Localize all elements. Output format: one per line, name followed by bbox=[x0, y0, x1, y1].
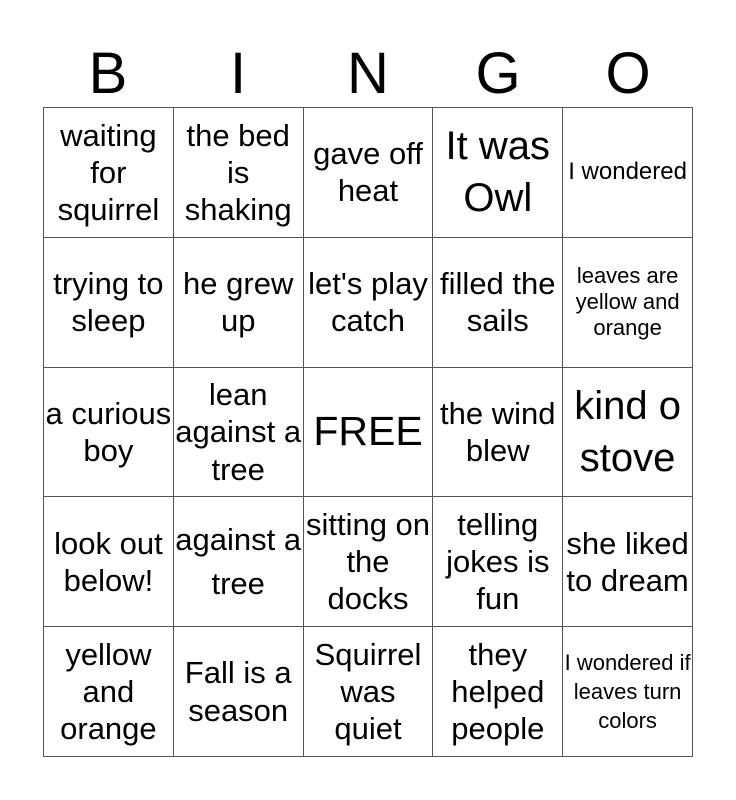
header-letter-o: O bbox=[605, 41, 651, 106]
header-letter-b: B bbox=[88, 41, 128, 106]
bingo-cell: they helped people bbox=[433, 627, 563, 757]
bingo-cell: the bed is shaking bbox=[174, 108, 304, 238]
bingo-header bbox=[43, 40, 693, 108]
bingo-cell: she liked to dream bbox=[563, 497, 693, 627]
free-space: FREE bbox=[304, 368, 434, 498]
bingo-cell: waiting for squirrel bbox=[44, 108, 174, 238]
bingo-cell: leaves are yellow and orange bbox=[563, 238, 693, 368]
bingo-cell: gave off heat bbox=[304, 108, 434, 238]
bingo-cell: telling jokes is fun bbox=[433, 497, 563, 627]
bingo-cell: a curious boy bbox=[44, 368, 174, 498]
bingo-cell: lean against a tree bbox=[174, 368, 304, 498]
bingo-card bbox=[43, 107, 693, 757]
bingo-cell: the wind blew bbox=[433, 368, 563, 498]
bingo-cell: kind o stove bbox=[563, 368, 693, 498]
bingo-cell: It was Owl bbox=[433, 108, 563, 238]
bingo-cell: he grew up bbox=[174, 238, 304, 368]
bingo-cell: let's play catch bbox=[304, 238, 434, 368]
bingo-cell: I wondered bbox=[563, 108, 693, 238]
header-letter-i: I bbox=[229, 41, 247, 106]
bingo-cell: yellow and orange bbox=[44, 627, 174, 757]
header-letter-g: G bbox=[475, 41, 521, 106]
bingo-cell: look out below! bbox=[44, 497, 174, 627]
bingo-cell: sitting on the docks bbox=[304, 497, 434, 627]
bingo-cell: Fall is a season bbox=[174, 627, 304, 757]
bingo-cell: filled the sails bbox=[433, 238, 563, 368]
bingo-cell: Squirrel was quiet bbox=[304, 627, 434, 757]
header-letter-n: N bbox=[347, 41, 389, 106]
bingo-cell: trying to sleep bbox=[44, 238, 174, 368]
bingo-cell: against a tree bbox=[174, 497, 304, 627]
bingo-cell: I wondered if leaves turn colors bbox=[563, 627, 693, 757]
